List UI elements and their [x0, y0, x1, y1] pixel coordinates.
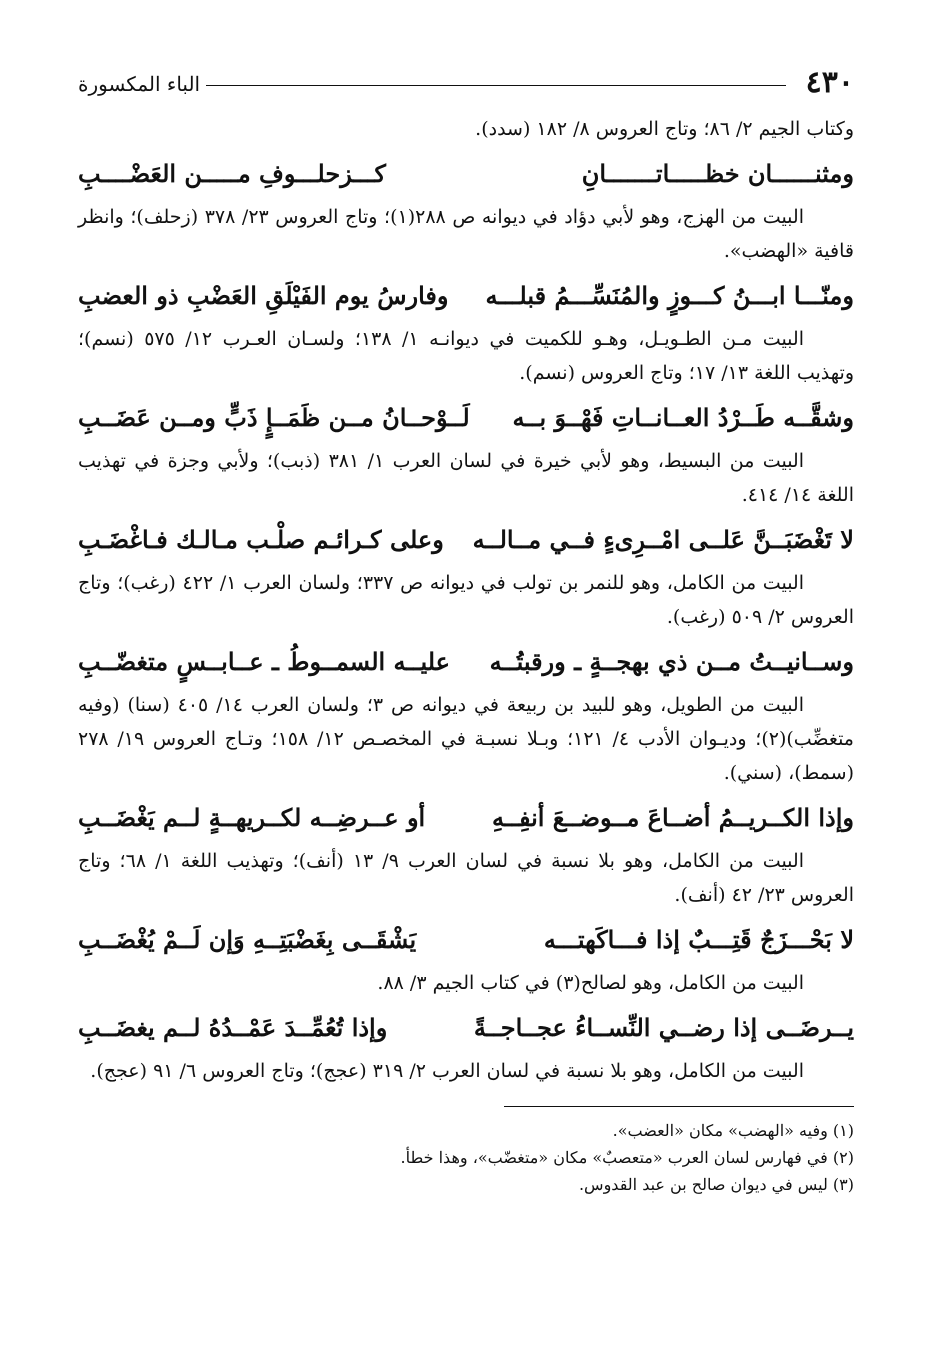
verse-second-hemistich: لَــوْحــانُ مــن ظَمَــإٍ ذَبٍّ ومــن عَضَــبِ: [78, 403, 470, 432]
verse-first-hemistich: لا تَغْضَبَــنَّ عَلــى امْــرِىءٍ فــي مــالــه: [472, 525, 854, 554]
footnote-rule: [504, 1106, 854, 1107]
verse-first-hemistich: لا بَحْـــزَجٌ قَتِـــبٌ إذا فـــاكَهتـــه: [543, 925, 854, 954]
header-rule: [206, 85, 786, 86]
commentary-paragraph: البيت مـن الطـويـل، وهـو للكميت في ديوانـه ١/ ١٣٨؛ ولسـان العـرب ١٢/ ٥٧٥ (نسم)؛ وتهذيب اللغة ١٣/ ١٧؛ وتاج العروس (نسم).: [78, 328, 854, 384]
commentary-paragraph: البيت من الهزج، وهو لأبي دؤاد في ديوانه ص ٢٨٨(١)؛ وتاج العروس ٢٣/ ٣٧٨ (زحلف)؛ وانظر قافية «الهضب».: [78, 206, 854, 262]
verse-second-hemistich: عليــه السمــوطُ ـ عــابــسٍ متغضّــبِ: [78, 647, 450, 676]
verse-second-hemistich: وعلى كـرائـم صلْـب مـالـك فـاغْضَـبِ: [78, 525, 444, 554]
footnotes: [78, 1117, 854, 1198]
commentary-paragraph: البيت من الكامل، وهو لصالح(٣) في كتاب الجيم ٣/ ٨٨.: [377, 972, 804, 994]
book-page: [78, 52, 854, 1198]
commentary-paragraph: البيت من البسيط، وهو لأبي خيرة في لسان العرب ١/ ٣٨١ (ذبب)؛ ولأبي وجزة في تهذيب اللغة ١٤/ ٤١٤.: [78, 450, 854, 506]
commentary-paragraph: البيت من الكامل، وهو بلا نسبة في لسان العرب ٢/ ٣١٩ (عجج)؛ وتاج العروس ٦/ ٩١ (عجج).: [90, 1060, 804, 1082]
commentary-paragraph: البيت من الطويل، وهو للبيد بن ربيعة في ديوانه ص ٣؛ ولسان العرب ١٤/ ٤٠٥ (سنا) (وفيه متغضِّب)(٢)؛ وديـوان الأدب ٤/ ١٢١؛ وبـلا نسبـة في المخصـص ١٢/ ١٥٨؛ وتـاج العروس ١٩/ ٢٧٨ (سمط)، (سني).: [78, 694, 854, 784]
page-body: [78, 112, 854, 1088]
verse-line: [78, 518, 854, 562]
verse-first-hemistich: ومنّـــا ابـــنُ كـــوزٍ والمُنَسِّـــمُ قبلـــه: [485, 281, 854, 310]
footnote: (٢) في فهارس لسان العرب «متعصبٌ» مكان «متغضّب»، وهذا خطأ.: [400, 1148, 854, 1167]
commentary-paragraph: البيت من الكامل، وهو بلا نسبة في لسان العرب ٩/ ١٣ (أنف)؛ وتهذيب اللغة ١/ ٦٨؛ وتاج العروس ٢٣/ ٤٢ (أنف).: [78, 850, 854, 906]
verse-first-hemistich: ومثنــــــان خظـــــاتـــــــانِ: [581, 159, 854, 188]
verse-line: [78, 152, 854, 196]
verse-second-hemistich: وإذا تُعُمِّــدَ عَمْــدُهُ لــم يغضَــبِ: [78, 1013, 388, 1042]
verse-line: [78, 796, 854, 840]
commentary-paragraph: البيت من الكامل، وهو للنمر بن تولب في ديوانه ص ٣٣٧؛ ولسان العرب ١/ ٤٢٢ (رغب)؛ وتاج العروس ٢/ ٥٠٩ (رغب).: [78, 572, 854, 628]
verse-first-hemistich: يــرضَــى إذا رضــي النِّســاءُ عجــاجــةً: [473, 1013, 854, 1042]
verse-second-hemistich: يَشْقَــى بِغَضْبَتِــهِ وَإن لَــمْ يُغْضَــبِ: [78, 925, 417, 954]
verse-line: [78, 918, 854, 962]
verse-second-hemistich: وفارسُ يوم الفَيْلَقِ العَضْبِ ذو العضبِ: [78, 281, 449, 310]
verse-first-hemistich: وإذا الكــريــمُ أضــاعَ مــوضــعَ أنفِــهِ: [492, 803, 854, 832]
commentary-paragraph: وكتاب الجيم ٢/ ٨٦؛ وتاج العروس ٨/ ١٨٢ (سدد).: [475, 118, 854, 140]
running-title: الباء المكسورة: [78, 72, 201, 96]
footnote: (٣) ليس في ديوان صالح بن عبد القدوس.: [578, 1175, 854, 1194]
verse-first-hemistich: وشقَّــه طَــرْدُ العــانــاتِ فَهْــوَ بــه: [512, 403, 854, 432]
verse-line: [78, 274, 854, 318]
verse-line: [78, 396, 854, 440]
verse-line: [78, 640, 854, 684]
footnote: (١) وفيه «الهضب» مكان «العضب».: [612, 1121, 854, 1140]
verse-first-hemistich: وســانيــتُ مــن ذي بهجــةٍ ـ ورقبتُــه: [489, 647, 854, 676]
page-header: [78, 52, 854, 98]
verse-second-hemistich: كـــزحلـــوفِ مـــــن العَضْــــبِ: [78, 159, 386, 188]
page-number: ٤٣٠: [805, 65, 854, 100]
verse-line: [78, 1006, 854, 1050]
verse-second-hemistich: أو عــرضِــه لكــريهــةٍ لــم يَغْضَــبِ: [78, 803, 426, 832]
